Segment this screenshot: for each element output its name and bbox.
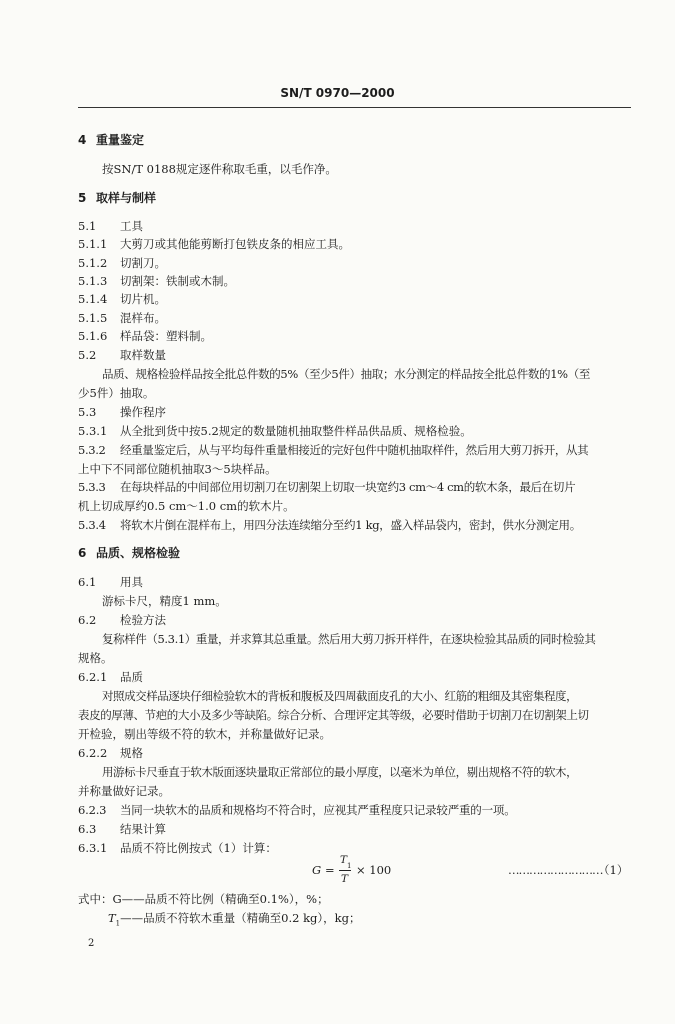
formula-denominator: T bbox=[341, 873, 349, 885]
section-5-heading bbox=[78, 191, 156, 205]
clause-5-3-2: 5.3.2 经重量鉴定后，从与平均每件重量相接近的完好包件中随机抽取样件，然后用大剪刀拆开，从其 bbox=[78, 443, 589, 457]
paragraph: 按SN/T 0188规定逐件称取毛重，以毛作净。 bbox=[102, 162, 337, 176]
clause-5-1-2: 5.1.2 切割刀。 bbox=[78, 256, 166, 270]
clause-6-2-1: 6.2.1 品质 bbox=[78, 670, 143, 684]
page-number: 2 bbox=[88, 938, 95, 949]
clause-5-1-3: 5.1.3 切割架：铁制或木制。 bbox=[78, 274, 235, 288]
where-clause-line: $T_1——$品质不符软木重量（精确至0.2 kg），kg； bbox=[108, 911, 361, 928]
clause-5-3-4: 5.3.4 将软木片倒在混样布上，用四分法连续缩分至约1 kg，盛入样品袋内，密封，供水分测定用。 bbox=[78, 518, 581, 532]
clause-6-1: 6.1 用具 bbox=[78, 575, 143, 589]
formula-multiplier: × 100 bbox=[356, 863, 392, 877]
section-title: 重量鉴定 bbox=[96, 133, 145, 147]
clause-6-2-3: 6.2.3 当同一块软木的品质和规格均不符合时，应视其严重程度只记录较严重的一项。 bbox=[78, 803, 516, 817]
clause-6-3: 6.3 结果计算 bbox=[78, 822, 166, 836]
clause-5-1-6: 5.1.6 样品袋：塑料制。 bbox=[78, 329, 212, 343]
fraction-bar bbox=[339, 870, 351, 871]
paragraph-continued: 上中下不同部位随机抽取3～5块样品。 bbox=[78, 462, 277, 476]
paragraph: 用游标卡尺垂直于软木版面逐块量取正常部位的最小厚度，以毫米为单位，剔出规格不符的软木， bbox=[102, 765, 578, 779]
page-header: SN/T 0970—2000 bbox=[280, 86, 395, 100]
paragraph-continued: 规格。 bbox=[78, 651, 113, 665]
clause-5-1-4: 5.1.4 切片机。 bbox=[78, 292, 166, 306]
clause-6-3-1: 6.3.1 品质不符比例按式（1）计算： bbox=[78, 841, 277, 855]
clause-6-2: 6.2 检验方法 bbox=[78, 613, 166, 627]
formula-equals: = bbox=[325, 863, 335, 877]
formula-variable: G bbox=[312, 863, 322, 877]
paragraph-continued: 少5件）抽取。 bbox=[78, 386, 155, 400]
section-number: 6 bbox=[78, 546, 87, 560]
paragraph-continued: 开检验，剔出等级不符的软木，并称量做好记录。 bbox=[78, 727, 331, 741]
paragraph-continued: 机上切成厚约0.5 cm～1.0 cm的软木片。 bbox=[78, 499, 295, 513]
section-6-heading bbox=[78, 546, 180, 560]
equation-number: （1） bbox=[598, 863, 629, 877]
clause-5-1: 5.1 工具 bbox=[78, 219, 143, 233]
clause-5-1-5: 5.1.5 混样布。 bbox=[78, 311, 166, 325]
paragraph-continued: 表皮的厚薄、节疤的大小及多少等缺陷。综合分析、合理评定其等级，必要时借助于切割刀在切割架上切 bbox=[78, 708, 589, 722]
formula-leader-dots: ……………………… bbox=[508, 863, 603, 877]
clause-5-3-1: 5.3.1 从全批到货中按5.2规定的数量随机抽取整件样品供品质、规格检验。 bbox=[78, 424, 472, 438]
header-rule bbox=[78, 107, 631, 108]
paragraph: 游标卡尺，精度1 mm。 bbox=[102, 594, 227, 608]
formula-subscript: 1 bbox=[347, 862, 352, 870]
where-clause: 式中：G——品质不符比例（精确至0.1%），%； bbox=[78, 892, 329, 906]
clause-5-1-1: 5.1.1 大剪刀或其他能剪断打包铁皮条的相应工具。 bbox=[78, 237, 350, 251]
paragraph: 品质、规格检验样品按全批总件数的5%（至少5件）抽取；水分测定的样品按全批总件数的1%（至 bbox=[102, 367, 591, 381]
paragraph-continued: 并称量做好记录。 bbox=[78, 784, 170, 798]
section-title: 品质、规格检验 bbox=[96, 546, 181, 560]
clause-5-2: 5.2 取样数量 bbox=[78, 348, 166, 362]
section-number: 5 bbox=[78, 191, 87, 205]
clause-5-3: 5.3 操作程序 bbox=[78, 405, 166, 419]
paragraph: 复称样件（5.3.1）重量，并求算其总重量。然后用大剪刀拆开样件，在逐块检验其品质的同时检验其 bbox=[102, 632, 596, 646]
section-number: 4 bbox=[78, 133, 87, 147]
section-4-heading bbox=[78, 133, 144, 147]
paragraph: 对照成交样品逐块仔细检验软木的背板和腹板及四周截面皮孔的大小、红筋的粗细及其密集程度， bbox=[102, 689, 578, 703]
formula-numerator: T bbox=[340, 854, 348, 866]
clause-6-2-2: 6.2.2 规格 bbox=[78, 746, 143, 760]
section-title: 取样与制样 bbox=[96, 191, 157, 205]
clause-5-3-3: 5.3.3 在每块样品的中间部位用切割刀在切割架上切取一块宽约3 cm～4 cm的软木条，最后在切片 bbox=[78, 480, 576, 494]
